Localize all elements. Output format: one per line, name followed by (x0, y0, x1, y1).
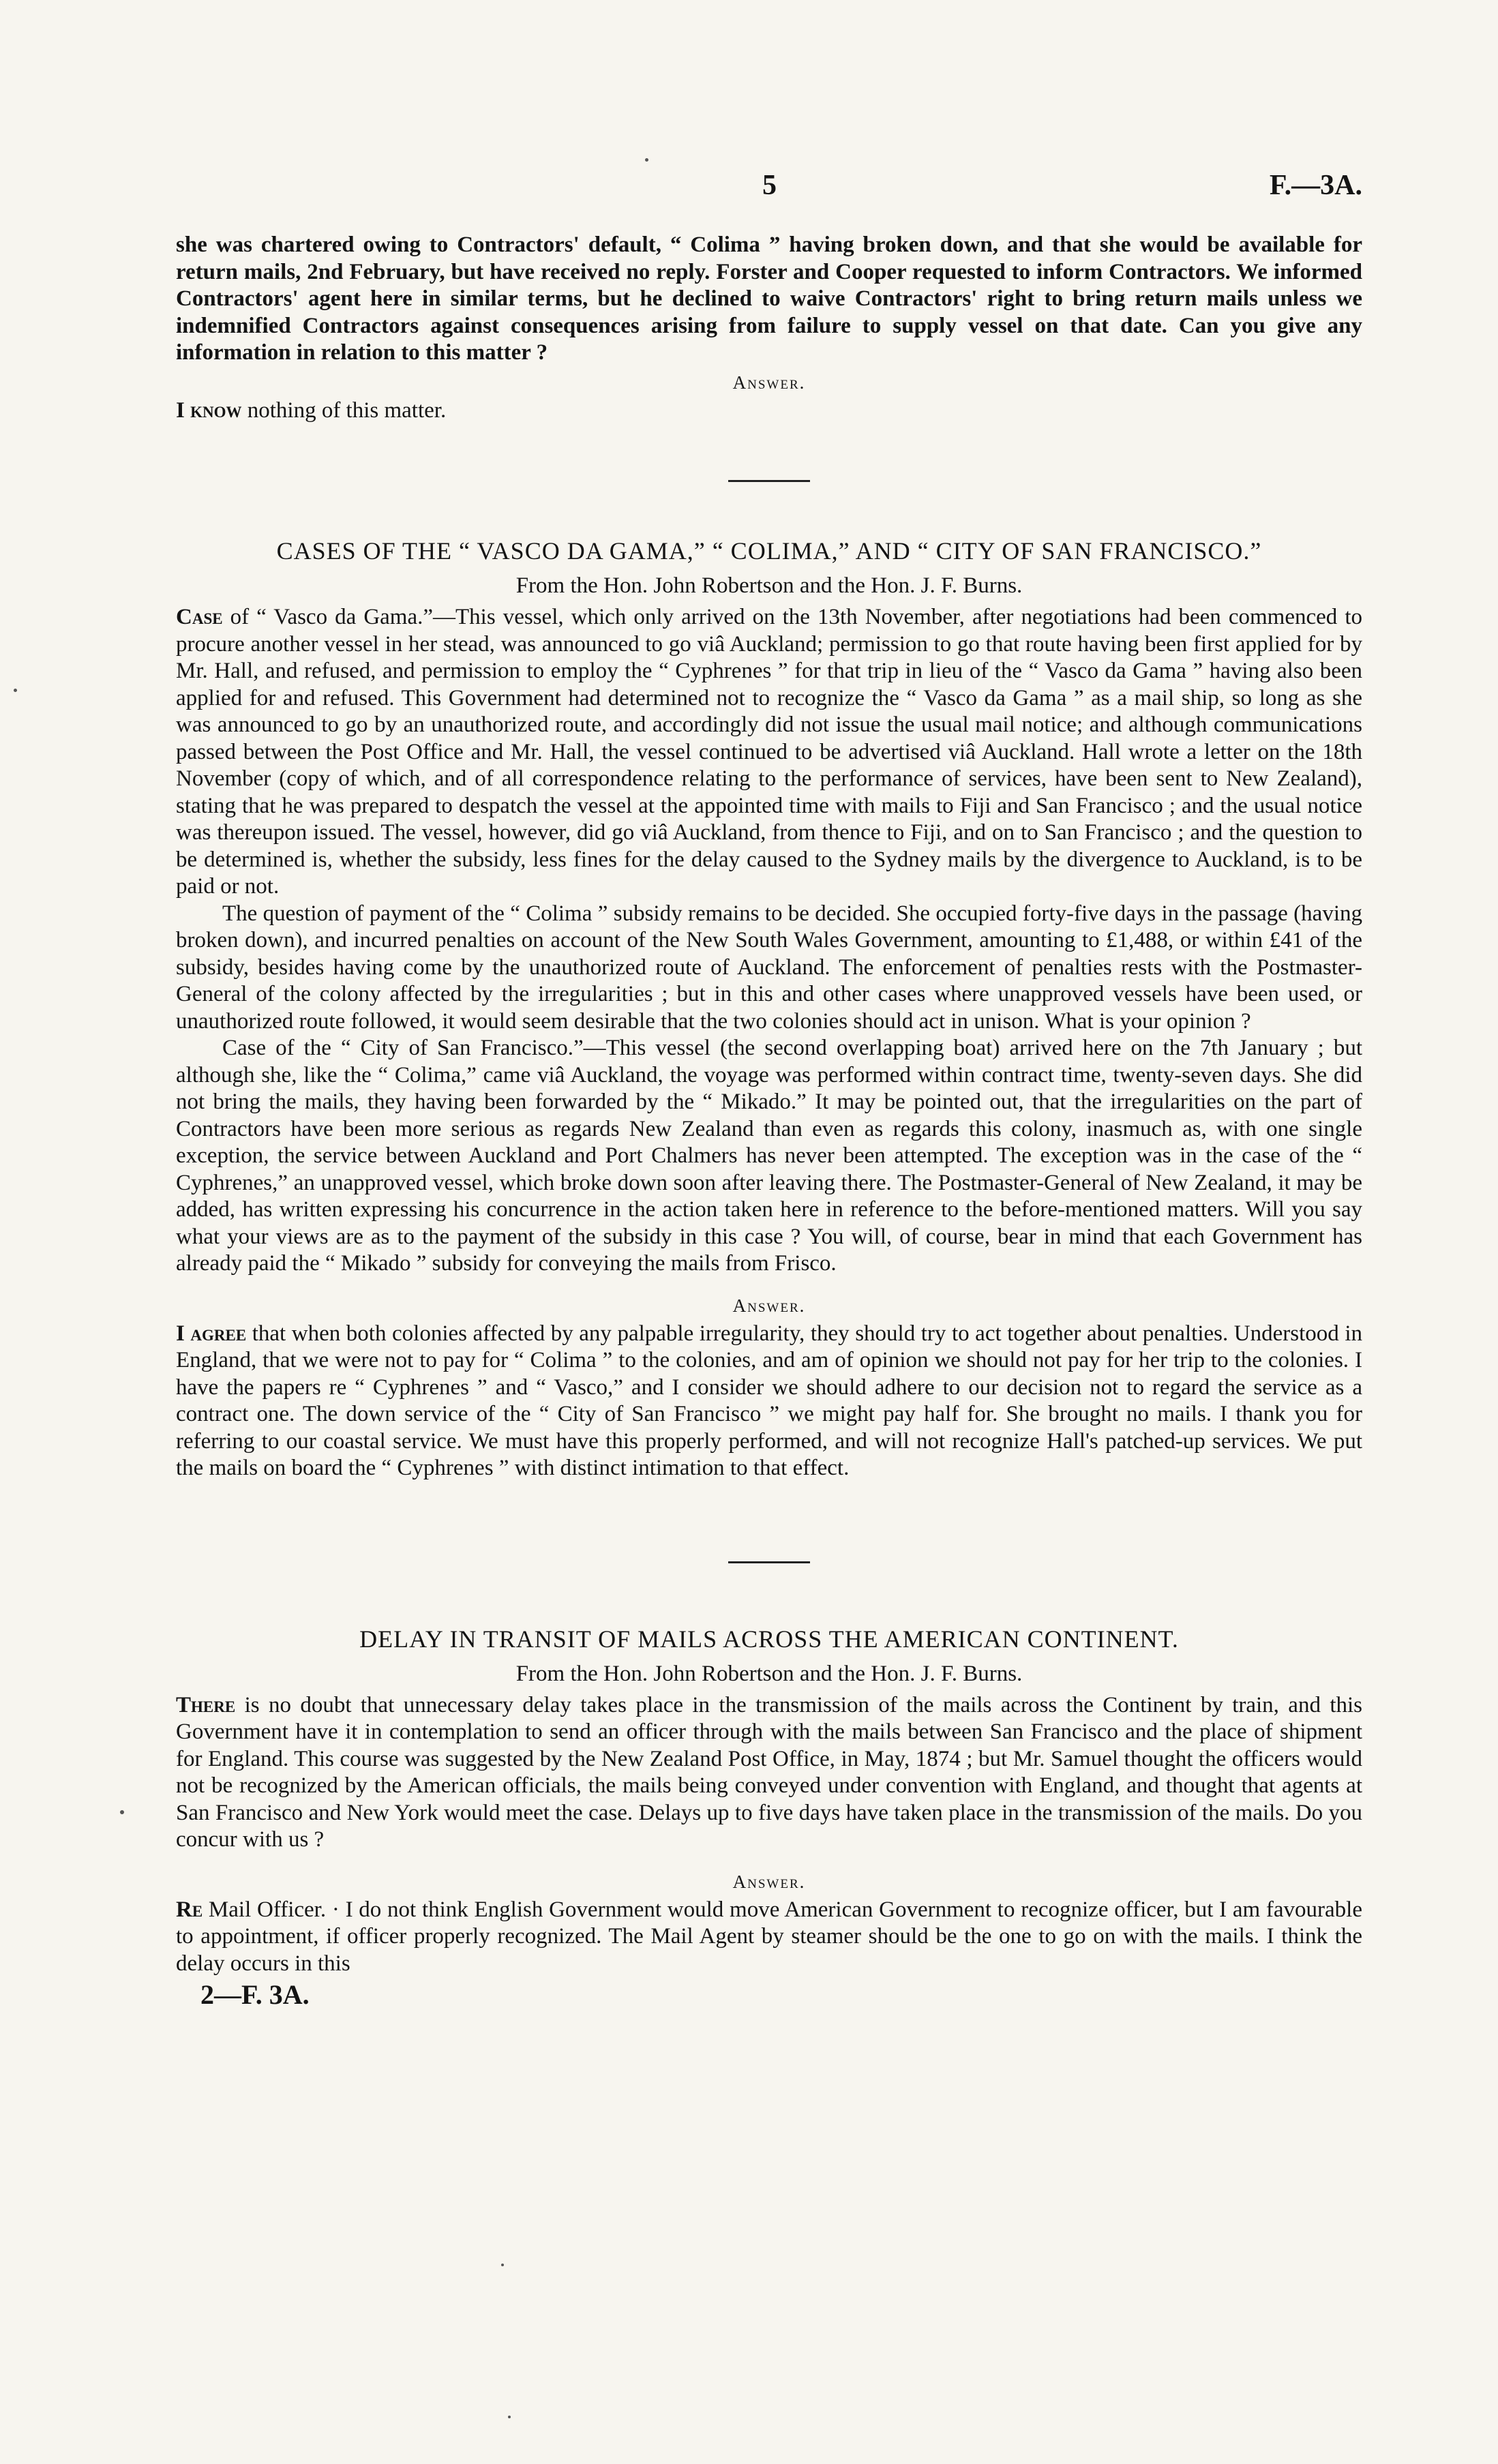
document-reference: F.—3A. (1269, 170, 1362, 201)
section1-paragraph2: The question of payment of the “ Colima ” subsidy remains to be decided. She occupied forty-five days in the passage (having broken down), and incurred penalties on account of the New South Wales Government, amounting to £1,488, or within £41 of the subsidy, besides having come by the unauthorized route of Auckland. The enforcement of penalties rests with the Postmaster-General of the colony affected by the irregularities ; but in this and other cases where unapproved vessels have been used, or unauthorized route followed, it would seem desirable that the two colonies should act in unison. What is your opinion ? (176, 901, 1362, 1034)
scan-speck (120, 1810, 124, 1814)
section2-answer-text: Mail Officer. · I do not think English Government would move American Government to recognize officer, but I am favourable to appointment, if officer properly recognized. The Mail Agent by steamer should be the one to go on with the mails. I think the delay occurs in this (176, 1897, 1362, 1976)
intro-answer (176, 397, 1362, 425)
page-content (176, 232, 1362, 2011)
section2-title: DELAY IN TRANSIT OF MAILS ACROSS THE AMERICAN CONTINENT. (359, 1625, 1179, 1653)
section1-answer-text: that when both colonies affected by any palpable irregularity, they should try to act together about penalties. Understood in England, that we were not to pay for “ Colima ” to the colonies, and am of opinion we should not pay for her trip to the colonies. I have the papers re “ Cyphrenes ” and “ Vasco,” and I consider we should adhere to our decision not to regard the service as a contract one. The down service of the “ City of San Francisco ” we might pay half for. She brought no mails. I thank you for referring to our coastal service. We must have this properly performed, and will not recognize Hall's patched-up services. We put the mails on board the “ Cyphrenes ” with distinct intimation to that effect. (176, 1321, 1362, 1480)
scan-speck (14, 689, 17, 692)
section2-paragraph1 (176, 1692, 1362, 1854)
section-divider (728, 1561, 810, 1563)
intro-answer-text: nothing of this matter. (241, 397, 447, 423)
scan-speck (645, 158, 648, 162)
section-divider (728, 480, 810, 482)
section2-answer-first-word: Re (176, 1897, 203, 1922)
section1-para1-text: of “ Vasco da Gama.”—This vessel, which only arrived on the 13th November, after negotiations had been commenced to procure another vessel in her stead, was announced to go viâ Auckland; permission to go that route having been first applied for by Mr. Hall, and refused, and permission to employ the “ Cyphrenes ” for that trip in lieu of the “ Vasco da Gama ” having also been applied for and refused. This Government had determined not to recognize the “ Vasco da Gama ” as a mail ship, so long as she was announced to go by an unauthorized route, and accordingly did not issue the usual mail notice; and although communications passed between the Post Office and Mr. Hall, the vessel continued to be advertised viâ Auckland. Hall wrote a letter on the 18th November (copy of which, and of all correspondence relating to the performance of services, have been sent to New Zealand), stating that he was prepared to despatch the vessel at the appointed time with mails to Fiji and San Francisco ; and the usual notice was thereupon issued. The vessel, however, did go viâ Auckland, from thence to Fiji, and on to San Francisco ; and the question to be determined is, whether the subsidy, less fines for the delay caused to the Sydney mails by the divergence to Auckland, is to be paid or not. (176, 605, 1362, 899)
scan-speck (508, 2416, 511, 2418)
intro-answer-first-word: I know (176, 397, 242, 423)
page-number: 5 (762, 170, 777, 201)
intro-answer-heading: Answer. (732, 372, 806, 393)
section1-answer (176, 1321, 1362, 1482)
section1-paragraph1 (176, 604, 1362, 901)
section1-para1-first-word: Case (176, 605, 223, 629)
section2-para1-first-word: There (176, 1692, 236, 1717)
section2-para1-text: is no doubt that unnecessary delay takes place in the transmission of the mails across the Continent by train, and this Government have it in contemplation to send an officer through with the mails between San Francisco and the place of shipment for England. This course was suggested by the New Zealand Post Office, in May, 1874 ; but Mr. Samuel thought the officers would not be recognized by the American officials, the mails being conveyed under convention with England, and thought that agents at San Francisco and New York would meet the case. Delays up to five days have taken place in the transmission of the mails. Do you concur with us ? (176, 1692, 1362, 1852)
section2-answer-heading: Answer. (732, 1871, 806, 1892)
section1-title: CASES OF THE “ VASCO DA GAMA,” “ COLIMA,” AND “ CITY OF SAN FRANCISCO.” (276, 537, 1262, 565)
section1-paragraph3: Case of the “ City of San Francisco.”—This vessel (the second overlapping boat) arrived here on the 7th January ; but although she, like the “ Colima,” came viâ Auckland, the voyage was performed within contract time, twenty-seven days. She did not bring the mails, they having been forwarded by the “ Mikado.” It may be pointed out, that the irregularities on the part of Contractors have been more serious as regards New Zealand than even as regards this colony, inasmuch as, with one single exception, the service between Auckland and Port Chalmers has never been attempted. The exception was in the case of the “ Cyphrenes,” an unapproved vessel, which broke down soon after leaving there. The Postmaster-General of New Zealand, it may be added, has written expressing his concurrence in the action taken here in reference to the before-mentioned matters. Will you say what your views are as to the payment of the subsidy in this case ? You will, of course, bear in mind that each Government has already paid the “ Mikado ” subsidy for conveying the mails from Frisco. (176, 1036, 1362, 1276)
page-header (176, 169, 1362, 210)
page-signature: 2—F. 3A. (200, 1979, 310, 2010)
section1-answer-first-word: I agree (176, 1321, 247, 1346)
section2-answer (176, 1897, 1362, 1978)
section1-byline: From the Hon. John Robertson and the Hon. J. F. Burns. (515, 573, 1023, 598)
section1-answer-heading: Answer. (732, 1295, 806, 1316)
intro-paragraph: she was chartered owing to Contractors' default, “ Colima ” having broken down, and that she would be available for return mails, 2nd February, but have received no reply. Forster and Cooper requested to inform Contractors. We informed Contractors' agent here in similar terms, but he declined to waive Contractors' right to bring return mails unless we indemnified Contractors against consequences arising from failure to supply vessel on that date. Can you give any information in relation to this matter ? (176, 232, 1362, 365)
section2-byline: From the Hon. John Robertson and the Hon. J. F. Burns. (515, 1661, 1023, 1686)
scan-speck (501, 2264, 504, 2266)
